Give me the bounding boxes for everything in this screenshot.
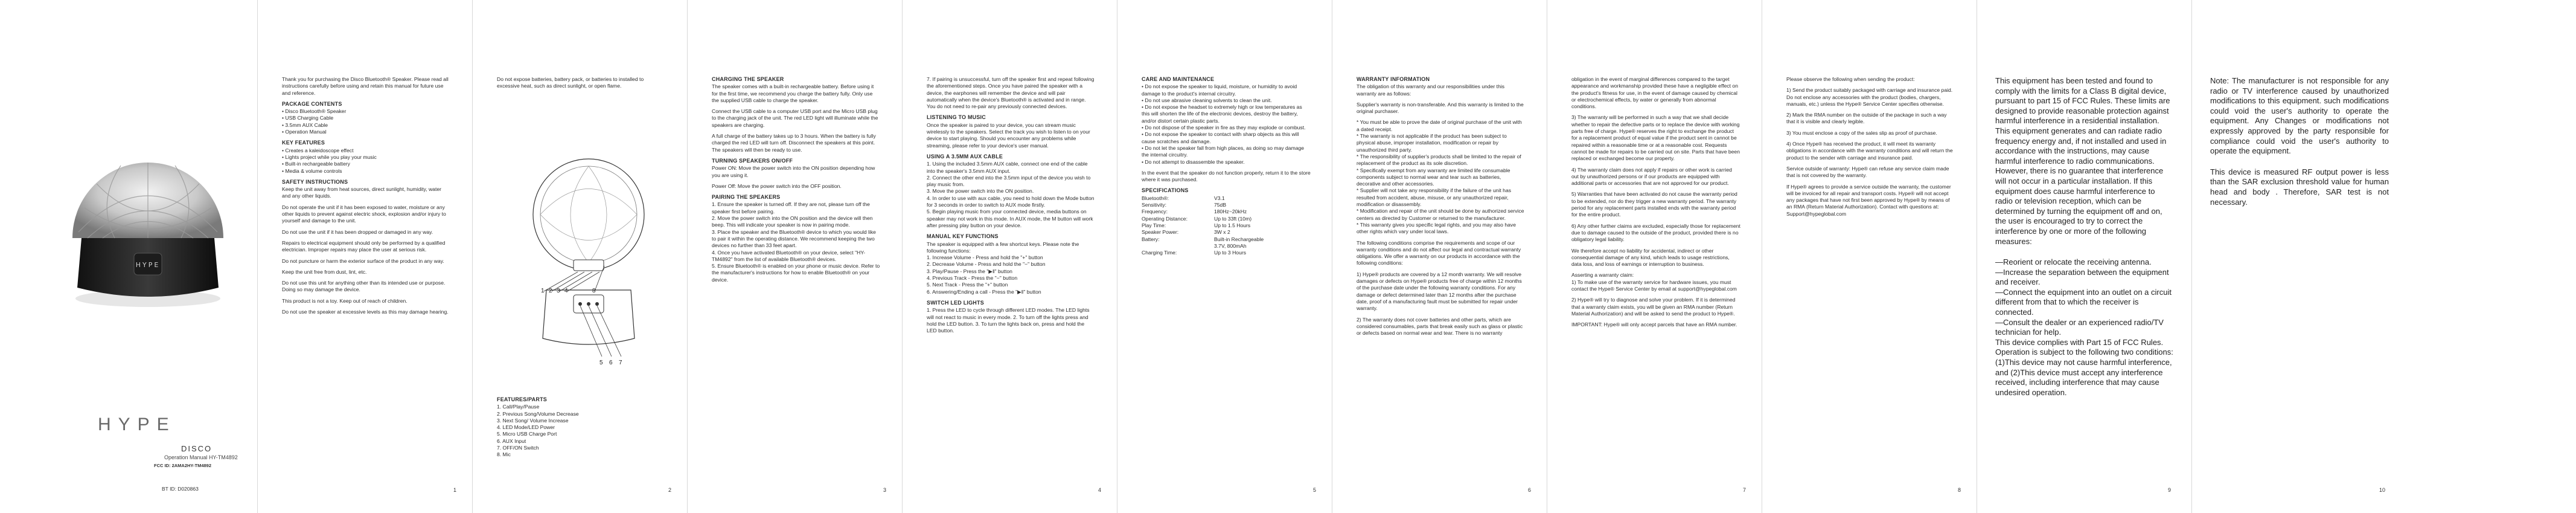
switch-text: 1. Press the LED to cycle through different LED modes. The LED lights will not react to music in every mode. 2. To turn off the lights press and hold the LED button. 3. To turn the lights back on, press and hold the LED button. xyxy=(927,307,1090,334)
page-5 xyxy=(1117,0,1332,513)
speaker-illustration xyxy=(60,147,235,309)
warranty-paragraph: 5) Warranties that have been activated do not cause the warranty period to be extended, nor do they trigger a new warranty period. The warranty period for any replacement parts installed ends with the warranty period for the entire product. xyxy=(1571,191,1737,218)
page-number: 9 xyxy=(2168,487,2172,493)
warranty-paragraph: * The warranty is not applicable if the product has been subject to physical abuse, improper installation, modification or repair by unauthorized third party. xyxy=(1357,133,1507,153)
page-6-column xyxy=(1357,76,1526,341)
fcc-measure: —Consult the dealer or an experienced radio/TV technician for help. xyxy=(1995,317,2164,337)
list-item: 1. Call/Play/Pause xyxy=(497,404,540,410)
shipping-paragraph: 2) Mark the RMA number on the outside of the package in such a way that it is visible and clearly legible. xyxy=(1786,112,1947,125)
fcc-measure: —Reorient or relocate the receiving antenna. xyxy=(1995,257,2152,267)
turning-paragraph: Power ON: Move the power switch into the ON position depending how you are using it. xyxy=(712,165,875,178)
intro-text: 7. If pairing is unsuccessful, turn off the speaker first and repeat following the aforementioned steps. Once you have paired the speaker with a device, the earphones will remember the device and will pair automatically when the device's Bluetooth® is activated and in range. You do not need to re-pair any previously connected devices. xyxy=(927,76,1095,110)
list-item: • Do not expose the speaker to contact with sharp objects as this will cause scratches and damage. xyxy=(1142,131,1299,144)
list-item: 2. Decrease Volume - Press and hold the "−" button xyxy=(927,261,1046,268)
spec-key: Bluetooth®: xyxy=(1142,195,1169,201)
spec-row xyxy=(1142,229,1311,236)
fcc-statement xyxy=(1995,76,2174,398)
list-item: • Creates a kaleidoscope effect xyxy=(282,147,354,153)
spec-row xyxy=(1142,195,1311,202)
list-item: 6. AUX Input xyxy=(497,437,526,444)
fcc-closing: This device complies with Part 15 of FCC Rules. Operation is subject to the following two conditions: (1)This device may not cause harmful interference, and (2)This device must accept any interference received, including interference that may cause undesired operation. xyxy=(1995,337,2173,397)
package-heading: PACKAGE CONTENTS xyxy=(282,100,342,107)
page-2 xyxy=(473,0,688,513)
list-item: 2. Move the power switch into the ON position and the device will then beep. This will indicate your speaker is now in pairing mode. xyxy=(712,215,873,228)
cover-panel xyxy=(0,0,258,513)
fcc-paragraph: This device is measured RF output power is less than the SAR exclusion threshold value for human head and body . Therefore, SAR test is not necessary. xyxy=(2210,167,2389,207)
callout-7: 7 xyxy=(619,360,622,366)
spec-key: Charging Time: xyxy=(1142,250,1177,256)
page-1 xyxy=(258,0,473,513)
warranty-heading: WARRANTY INFORMATION xyxy=(1357,76,1430,82)
spec-key: Sensitivity: xyxy=(1142,202,1167,208)
fcc-paragraph: This equipment has been tested and found to comply with the limits for a Class B digital device, pursuant to part 15 of FCC Rules. These limits are designed to provide reasonable protection against harmful interference in a residential installation. This equipment generates and can radiate radio frequency energy and, if not installed and used in accordance with the instructions, may cause harmful interference to radio communications. However, there is no guarantee that interference will not occur in a particular installation. If this equipment does cause harmful interference to radio or television reception, which can be determined by turning the equipment off and on, the user is encouraged to try to correct the interference by one or more of the following measures: xyxy=(1995,76,2170,246)
warranty-paragraph: * This warranty gives you specific legal rights, and you may also have other rights which vary under local laws. xyxy=(1357,221,1516,235)
page-number: 2 xyxy=(668,487,672,493)
list-item: 4. In order to use with aux cable, you need to hold down the Mode button for 3 seconds in order to switch to AUX mode firstly. xyxy=(927,195,1095,208)
spec-value: Built-in Rechargeable xyxy=(1214,236,1264,242)
spec-row xyxy=(1142,222,1311,229)
page-number: 5 xyxy=(1313,487,1317,493)
page-10 xyxy=(2192,0,2576,513)
features-list xyxy=(282,147,451,175)
spec-table xyxy=(1142,195,1311,257)
warranty-paragraph: * You must be able to prove the date of original purchase of the unit with a dated receipt. xyxy=(1357,119,1522,132)
list-item: 4. Once you have activated Bluetooth® on your device, select "HY-TM4892" from the list of available Bluetooth® devices. xyxy=(712,249,866,262)
list-item: 5. Ensure Bluetooth® is enabled on your phone or music device. Refer to the manufacturer's instructions for how to enable Bluetooth® on your device. xyxy=(712,263,880,283)
list-item: • Media & volume controls xyxy=(282,167,342,174)
spec-row xyxy=(1142,208,1311,215)
safety-heading: SAFETY INSTRUCTIONS xyxy=(282,178,348,185)
page-3 xyxy=(688,0,903,513)
shipping-paragraph: 1) Send the product suitably packaged with carriage and insurance paid. Do not enclose any accessories with the product (bodies, chargers, manuals, etc.) unless the Hype® Service Center specifies otherwise. xyxy=(1786,87,1953,107)
page-4-column xyxy=(927,76,1096,338)
warranty-paragraph: Supplier's warranty is non-transferable. And this warranty is limited to the original purchaser. xyxy=(1357,101,1524,115)
warranty-paragraph: The obligation of this warranty and our responsibilities under this warranty are as follows: xyxy=(1357,83,1505,97)
shipping-paragraph: Please observe the following when sending the product: xyxy=(1786,76,1915,82)
list-item: 1. Ensure the speaker is turned off. If they are not, please turn off the speaker first before pairing. xyxy=(712,201,870,215)
warranty-paragraph: * The responsibility of supplier's products shall be limited to the repair of replacement of the product as its sole discretion. xyxy=(1357,153,1521,167)
warranty-paragraph: The following conditions comprise the requirements and scope of our warranty conditions and do not affect our legal and contractual warranty obligations. We offer a warranty on our products in accordance with the following conditions: xyxy=(1357,239,1521,266)
charging-paragraph: The speaker comes with a built-in rechargeable battery. Before using it for the first time, we recommend you charge the battery fully. Only use the supplied USB cable to charge the speaker. xyxy=(712,83,874,103)
spec-key: Play Time: xyxy=(1142,222,1166,228)
spec-row xyxy=(1142,250,1311,256)
list-item: 3. Move the power switch into the ON position. xyxy=(927,188,1034,195)
safety-paragraph: Keep the unit away from heat sources, direct sunlight, humidity, water and any other liquids. xyxy=(282,186,441,199)
package-list xyxy=(282,108,451,135)
list-item: 1. Increase Volume - Press and hold the "+" button xyxy=(927,254,1043,261)
page-4 xyxy=(903,0,1117,513)
spec-value: 75dB xyxy=(1214,202,1227,208)
warranty-paragraph: * Supplier will not take any responsibility if the failure of the unit has resulted from accident, abuse, misuse, or any unauthorized repair, modification or disassembly. xyxy=(1357,187,1512,208)
page-3-column xyxy=(712,76,881,283)
charging-paragraph: A full charge of the battery takes up to 3 hours. When the battery is fully charged the red LED will turn off. Disconnect the speakers at this point. The speakers will then be ready to use. xyxy=(712,133,876,153)
fcc-paragraph: Note: The manufacturer is not responsible for any radio or TV interference caused by unauthorized modifications to this equipment. such modifications could void the user's authority to operate the equipment. Any Changes or modifications not expressly approved by the party responsible for compliance could void the user's authority to operate the equipment. xyxy=(2210,76,2389,156)
warranty-paragraph: 2) The warranty does not cover batteries and other parts, which are considered consumables, parts that break easily such as glass or plastic or defects based on normal wear and tear. There is no warranty xyxy=(1357,316,1523,337)
spec-key: Operating Distance: xyxy=(1142,215,1187,222)
list-item: • 3.5mm AUX Cable xyxy=(282,121,328,128)
list-item: • Do not let the speaker fall from high places, as doing so may damage the internal circuitry. xyxy=(1142,144,1305,158)
callout-4: 4 xyxy=(564,288,568,294)
safety-paragraph: Do not operate the unit if it has been exposed to water, moisture or any other liquids to prevent against electric shock, explosion and/or injury to yourself and damage to the unit. xyxy=(282,204,446,224)
safety-paragraph: Repairs to electrical equipment should only be performed by a qualified electrician. Improper repairs may place the user at serious risk. xyxy=(282,239,446,253)
safety-paragraph: Do not puncture or harm the exterior surface of the product in any way. xyxy=(282,257,444,264)
page-5-column xyxy=(1142,76,1311,256)
fcc-id: FCC ID: 2AMA2HY-TM4892 xyxy=(154,463,212,468)
listening-text: Once the speaker is paired to your device, you can stream music wirelessly to the speakers. Select the track you wish to listen to on your device to start playing. Should you encounter any problems while streaming, please refer to your device's user manual. xyxy=(927,121,1090,149)
list-item: • Do not expose the headset to extremely high or low temperatures as this will shorten the life of the electronic devices, destroy the battery, and/or distort certain plastic parts. xyxy=(1142,104,1302,124)
list-item: 2. Connect the other end into the 3.5mm input of the device you wish to play music from. xyxy=(927,174,1091,188)
list-item: • Do not dispose of the speaker in fire as they may explode or combust. xyxy=(1142,124,1306,131)
spec-heading: SPECIFICATIONS xyxy=(1142,187,1189,194)
product-title: DISCO xyxy=(181,444,213,453)
list-item: • Operation Manual xyxy=(282,129,327,135)
callout-3: 3 xyxy=(557,288,560,294)
warranty-paragraph: We therefore accept no liability for accidental, indirect or other consequential damage of any kind, which leads to usage restrictions, data loss, and loss of earnings or interruption to business. xyxy=(1571,247,1730,268)
safety-paragraph: This product is not a toy. Keep out of reach of children. xyxy=(282,297,407,304)
warranty-paragraph: 4) The warranty claim does not apply if repairs or other work is carried out by unauthorized persons or if our products are equipped with additional parts or accessories that are not approved for our product. xyxy=(1571,166,1732,187)
safety-paragraph: Do not use the speaker at excessive levels as this may damage hearing. xyxy=(282,309,449,315)
callout-6: 6 xyxy=(609,360,613,366)
list-item: 8. Mic xyxy=(497,451,511,458)
shipping-paragraph: Service outside of warranty: Hype® can refuse any service claim made that is not covered by the warranty. xyxy=(1786,165,1949,179)
manual-heading: MANUAL KEY FUNCTIONS xyxy=(927,233,999,240)
list-item: 2. Previous Song/Volume Decrease xyxy=(497,410,579,417)
list-item: • Do not attempt to disassemble the speaker. xyxy=(1142,158,1245,165)
list-item: 3. Play/Pause - Press the "▶‖" button xyxy=(927,268,1012,274)
manual-intro: The speaker is equipped with a few shortcut keys. Please note the following functions: xyxy=(927,240,1079,254)
features-heading: KEY FEATURES xyxy=(282,140,325,146)
list-item: 3. Next Song/ Volume Increase xyxy=(497,417,569,424)
pairing-heading: PAIRING THE SPEAKERS xyxy=(712,194,781,201)
fcc-measure: —Connect the equipment into an outlet on a circuit different from that to which the receiver is connected. xyxy=(1995,287,2172,317)
safety-paragraph: Do not use this unit for anything other than its intended use or purpose. Doing so may damage the device. xyxy=(282,280,446,293)
page-6 xyxy=(1332,0,1547,513)
charging-heading: CHARGING THE SPEAKER xyxy=(712,76,784,82)
page-1-column xyxy=(282,76,451,320)
page-number: 1 xyxy=(453,487,457,493)
warranty-paragraph: 6) Any other further claims are excluded, especially those for replacement due to damage caused to the outside of the product, provided there is no obligatory legal liability. xyxy=(1571,222,1740,243)
switch-heading: SWITCH LED LIGHTS xyxy=(927,299,984,306)
fcc-note xyxy=(2210,76,2389,218)
spec-row xyxy=(1142,243,1311,250)
list-item: 4. LED Mode/LED Power xyxy=(497,424,555,431)
shipping-paragraph: 4) Once Hype® has received the product, it will meet its warranty obligations in accordance with the warranty conditions and will return the product to the sender with carriage and insurance paid. xyxy=(1786,141,1953,161)
list-item: 4. Previous Track - Press the "−" button xyxy=(927,275,1018,282)
safety-paragraph: Do not use the unit if it has been dropped or damaged in any way. xyxy=(282,228,433,235)
spec-value: Up to 3 Hours xyxy=(1214,250,1247,256)
turning-paragraph: Power Off: Move the power switch into the OFF position. xyxy=(712,182,842,189)
page-7-column xyxy=(1571,76,1740,333)
list-item: • Do not use abrasive cleaning solvents to clean the unit. xyxy=(1142,97,1272,103)
claim-heading: Asserting a warranty claim: xyxy=(1571,272,1634,279)
spec-key: Battery: xyxy=(1142,236,1160,242)
features-parts-heading: FEATURES/PARTS xyxy=(497,396,547,402)
spec-key: Speaker Power: xyxy=(1142,229,1179,236)
list-item: 6. Answering/Ending a call - Press the "▶‖" button xyxy=(927,288,1041,295)
page-number: 7 xyxy=(1743,487,1747,493)
spec-value: Up to 33ft (10m) xyxy=(1214,215,1252,222)
list-item: • Built-in rechargeable battery xyxy=(282,161,350,167)
warranty-paragraph: * Specifically exempt from any warranty are limited life consumable components subject to normal wear and tear such as batteries, decorative and other accessories. xyxy=(1357,167,1510,187)
list-item: • Disco Bluetooth® Speaker xyxy=(282,108,347,115)
page-number: 6 xyxy=(1528,487,1532,493)
warranty-paragraph: obligation in the event of marginal differences compared to the target appearance and workmanship provided these have a negligible effect on the product's fitness for use, in the event of damage caused by chemical or electrochemical effects, by water or generally from abnormal conditions. xyxy=(1571,76,1738,110)
warranty-paragraph: IMPORTANT: Hype® will only accept parcels that have an RMA number. xyxy=(1571,321,1737,328)
spec-row xyxy=(1142,202,1311,208)
svg-text:HYPE: HYPE xyxy=(135,261,161,269)
shipping-paragraph: 3) You must enclose a copy of the sales slip as proof of purchase. xyxy=(1786,129,1937,136)
spec-key: Frequency: xyxy=(1142,208,1168,215)
warranty-paragraph: 2) Hype® will try to diagnose and solve your problem. If it is determined that a warranty claim exists, you will be given an RMA number (Return Material Authorization) and will be asked to send the product to Hype®. xyxy=(1571,297,1736,317)
list-item: 1. Using the included 3.5mm AUX cable, connect one end of the cable into the speaker's 3.5mm AUX input. xyxy=(927,161,1088,174)
list-item: • Do not expose the speaker to liquid, moisture, or humidity to avoid damage to the product's internal circuitry. xyxy=(1142,83,1297,97)
list-item: 7. OFF/ON Switch xyxy=(497,445,539,451)
spec-row xyxy=(1142,216,1311,222)
safety-paragraph: Keep the unit free from dust, lint, etc. xyxy=(282,268,367,275)
callout-1: 1 xyxy=(541,288,545,294)
page-number: 8 xyxy=(1958,487,1961,493)
intro-text: Do not expose batteries, battery pack, or batteries to installed to excessive heat, such as direct sunlight, or open flame. xyxy=(497,76,644,89)
care-outro: In the event that the speaker do not function properly, return it to the store where it was purchased. xyxy=(1142,169,1311,183)
spec-value: Up to 1.5 Hours xyxy=(1214,222,1251,228)
spec-value: 180Hz~20kHz xyxy=(1214,208,1247,215)
care-heading: CARE AND MAINTENANCE xyxy=(1142,76,1215,82)
warranty-paragraph: 3) The warranty will be performed in such a way that we shall decide whether to repair the defective parts or to replace the device with working parts free of charge. Hype® reserves the right to exchange the product for a replacement product of equal value if the product sent in cannot be repaired within a reasonable time or at a reasonable cost. Requests cannot be made for repairs to be carried out on site. Parts that have been replaced or exchanged become our property. xyxy=(1571,114,1740,162)
manual-subtitle: Operation Manual HY-TM4892 xyxy=(164,454,238,460)
page-9 xyxy=(1977,0,2192,513)
fcc-measure: —Increase the separation between the equipment and receiver. xyxy=(1995,267,2169,287)
page-7 xyxy=(1547,0,1762,513)
page-8-column xyxy=(1786,76,1955,222)
callout-2: 2 xyxy=(549,288,552,294)
list-item: 5. Micro USB Charge Port xyxy=(497,431,557,437)
features-parts xyxy=(497,396,666,459)
page-number: 10 xyxy=(2379,487,2386,493)
page-number: 3 xyxy=(883,487,887,493)
shipping-paragraph: If Hype® agrees to provide a service outside the warranty, the customer will be invoiced for all repair and transport costs. Hype® will not accept any packages that have not first been approved by Hype® by means of an RMA (Return Material Authorization). Contact with questions at: Support@hypeglobal.com xyxy=(1786,183,1951,217)
intro-text: Thank you for purchasing the Disco Bluetooth® Speaker. Please read all instructions carefully before using and retain this manual for future use and reference. xyxy=(282,76,449,96)
warranty-paragraph: 1) Hype® products are covered by a 12 month warranty. We will resolve damages or defects on Hype® products free of charge within 12 months of the purchase date under the following warranty conditions. For any damage or defect determined later than 12 months after the purchase date, proof of a manufacturing fault must be submitted for repair under warranty. xyxy=(1357,271,1522,312)
warranty-paragraph: 1) To make use of the warranty service for hardware issues, you must contact the Hype® Service Center by email at support@hypeglobal.com xyxy=(1571,279,1737,292)
list-item: 5. Begin playing music from your connected device, media buttons on speaker may not work in this mode. In AUX mode, the M button will work after pressing play button on your device. xyxy=(927,208,1093,228)
brand-logo: HYPE xyxy=(98,415,176,434)
spec-value: V3.1 xyxy=(1214,195,1225,201)
page-8 xyxy=(1762,0,1977,513)
list-item: 5. Next Track - Press the "+" button xyxy=(927,282,1008,288)
spec-value: 3W x 2 xyxy=(1214,229,1230,236)
list-item: • Lights project while you play your music xyxy=(282,153,377,160)
warranty-paragraph: * Modification and repair of the unit should be done by authorized service centers as directed by Customer or returned to the manufacturer. xyxy=(1357,208,1524,221)
spec-key xyxy=(1142,243,1214,250)
page-number: 4 xyxy=(1098,487,1102,493)
charging-paragraph: Connect the USB cable to a computer USB port and the Micro USB plug to the charging jack of the unit. The red LED light will illuminate while the speakers are charging. xyxy=(712,108,878,128)
aux-heading: USING A 3.5MM AUX CABLE xyxy=(927,153,1003,160)
callout-8: 8 xyxy=(592,288,596,294)
listening-heading: LISTENING TO MUSIC xyxy=(927,114,986,121)
turning-heading: TURNING SPEAKERS ON/OFF xyxy=(712,157,793,164)
spec-row xyxy=(1142,236,1311,243)
spec-value: 3.7V, 800mAh xyxy=(1214,242,1247,249)
list-item: • USB Charging Cable xyxy=(282,115,334,121)
list-item: 3. Place the speaker and the Bluetooth® device to which you would like to pair it within the operating distance. We recommend keeping the two devices no further than 33 feet apart. xyxy=(712,228,876,249)
callout-5: 5 xyxy=(599,360,603,366)
bt-id: BT ID: D020863 xyxy=(162,486,199,492)
